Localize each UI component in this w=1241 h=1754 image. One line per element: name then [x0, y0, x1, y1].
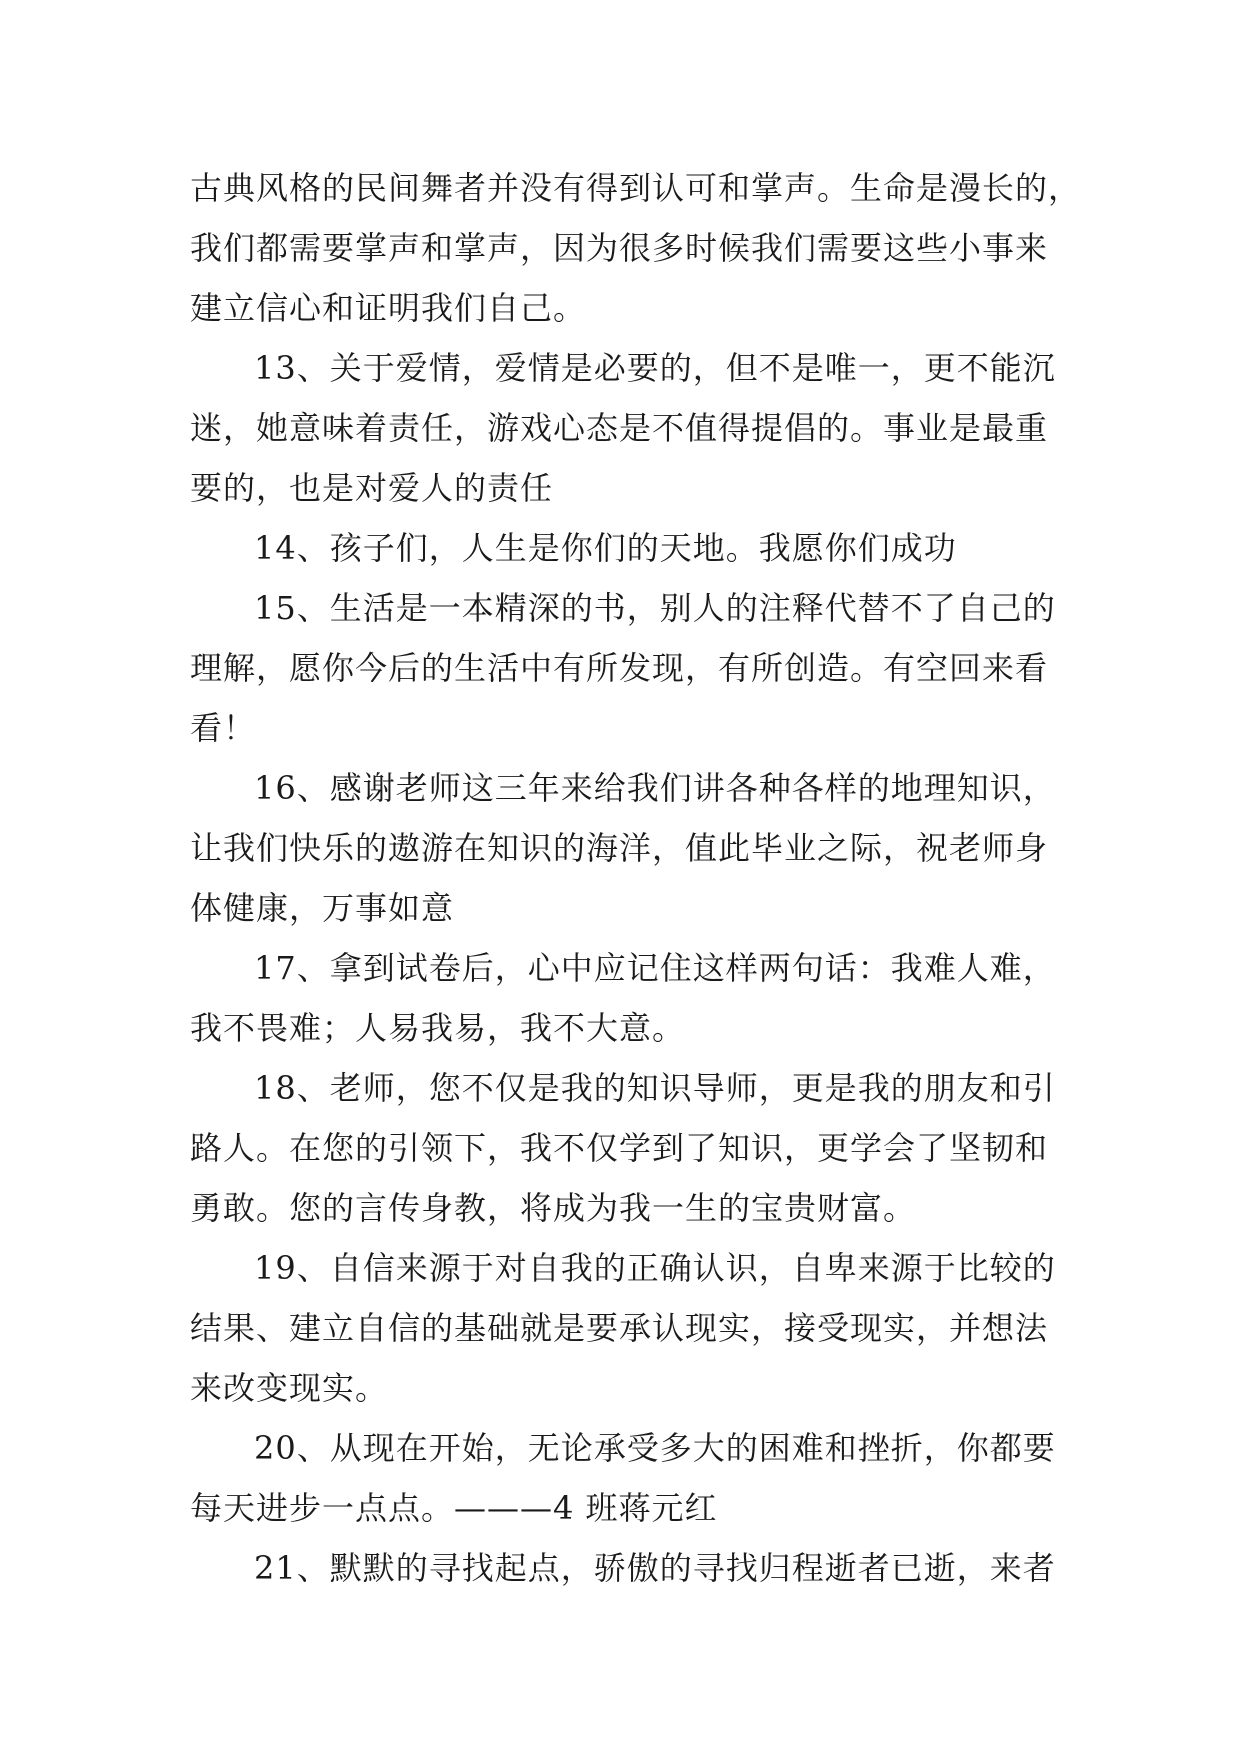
text-line: 来改变现实。 [190, 1369, 389, 1407]
text-line: 迷，她意味着责任，游戏心态是不值得提倡的。事业是最重 [190, 409, 1049, 447]
text-line: 17、拿到试卷后，心中应记住这样两句话：我难人难， [254, 949, 1056, 987]
text-line: 21、默默的寻找起点，骄傲的寻找归程逝者已逝，来者 [254, 1549, 1056, 1587]
text-line: 古典风格的民间舞者并没有得到认可和掌声。生命是漫长的， [190, 169, 1082, 207]
text-line: 19、自信来源于对自我的正确认识，自卑来源于比较的 [254, 1249, 1056, 1287]
text-line: 要的，也是对爱人的责任 [190, 469, 554, 507]
text-line: 14、孩子们，人生是你们的天地。我愿你们成功 [254, 529, 957, 567]
text-line: 勇敢。您的言传身教，将成为我一生的宝贵财富。 [190, 1189, 917, 1227]
text-line: 每天进步一点点。———4 班蒋元红 [190, 1489, 718, 1527]
text-line: 让我们快乐的遨游在知识的海洋，值此毕业之际，祝老师身 [190, 829, 1049, 867]
text-line: 路人。在您的引领下，我不仅学到了知识，更学会了坚韧和 [190, 1129, 1049, 1167]
text-line: 18、老师，您不仅是我的知识导师，更是我的朋友和引 [254, 1069, 1056, 1107]
text-line: 我不畏难；人易我易，我不大意。 [190, 1009, 686, 1047]
text-line: 看！ [190, 709, 257, 747]
text-line: 13、关于爱情，爱情是必要的，但不是唯一，更不能沉 [254, 349, 1056, 387]
text-line: 结果、建立自信的基础就是要承认现实，接受现实，并想法 [190, 1309, 1049, 1347]
text-line: 我们都需要掌声和掌声，因为很多时候我们需要这些小事来 [190, 229, 1049, 267]
text-line: 理解，愿你今后的生活中有所发现，有所创造。有空回来看 [190, 649, 1049, 687]
text-line: 建立信心和证明我们自己。 [190, 289, 587, 327]
document-body [190, 158, 1090, 1598]
text-line: 15、生活是一本精深的书，别人的注释代替不了自己的 [254, 589, 1056, 627]
text-line: 体健康，万事如意 [190, 889, 455, 927]
text-line: 20、从现在开始，无论承受多大的困难和挫折，你都要 [254, 1429, 1056, 1467]
text-line: 16、感谢老师这三年来给我们讲各种各样的地理知识， [254, 769, 1056, 807]
